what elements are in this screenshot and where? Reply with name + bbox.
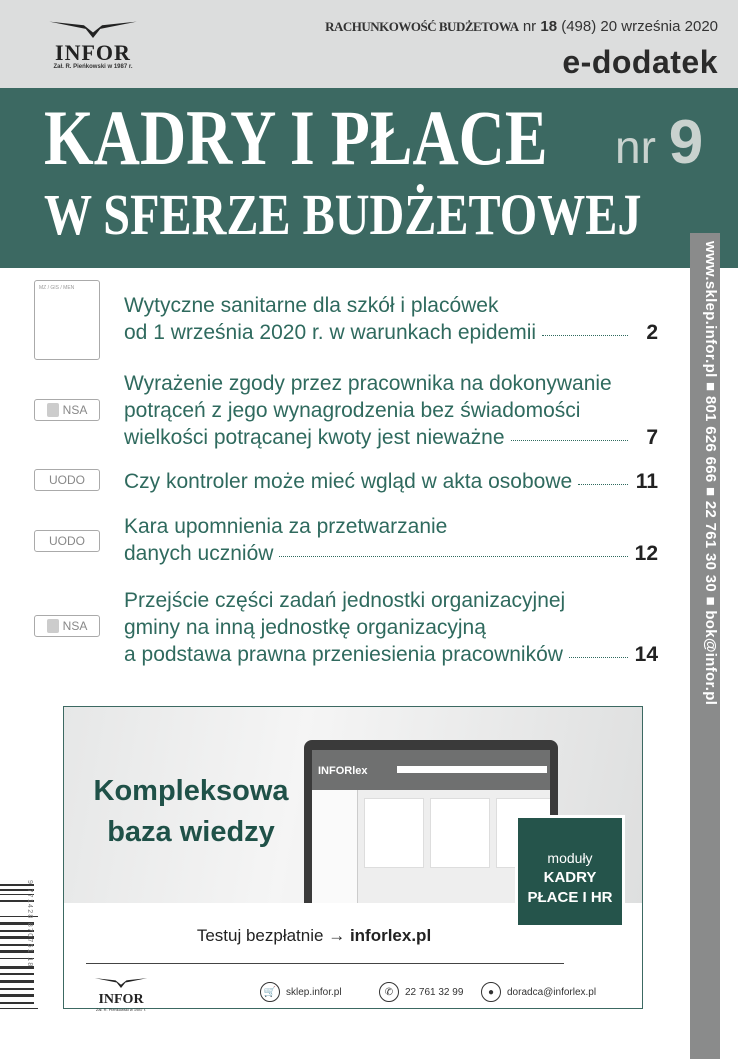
toc-entry[interactable]: Przejście części zadań jednostki organizacyjnej gminy na inną jednostkę organizacyjną a podstawa prawna przeniesienia pracowników 14 bbox=[124, 589, 658, 666]
page-number: 11 bbox=[635, 470, 658, 493]
infor-logo: INFOR Zał. R. Pieńkowski w 1987 r. bbox=[90, 975, 152, 1013]
title-line-1: KADRY I PŁACE bbox=[44, 94, 548, 181]
page-number: 7 bbox=[646, 426, 658, 449]
title-line-2: W SFERZE BUDŻETOWEJ bbox=[44, 182, 642, 247]
phone-contact[interactable]: ✆ 22 761 32 99 bbox=[379, 982, 463, 1002]
cta-link[interactable]: inforlex.pl bbox=[349, 926, 432, 945]
email-icon: ● bbox=[481, 982, 501, 1002]
source-badge-uodo: UODO bbox=[34, 469, 100, 491]
toc-entry[interactable]: Wytyczne sanitarne dla szkół i placówek od 1 września 2020 r. w warunkach epidemii 2 bbox=[124, 294, 658, 344]
eagle-emblem-icon bbox=[47, 403, 59, 417]
eagle-wings-icon bbox=[90, 976, 152, 988]
cart-icon: 🛒 bbox=[260, 982, 280, 1002]
issue-number: nr 9 bbox=[615, 108, 704, 177]
barcode bbox=[0, 880, 40, 1040]
phone-icon: ✆ bbox=[379, 982, 399, 1002]
shop-link[interactable]: 🛒 sklep.infor.pl bbox=[260, 982, 342, 1002]
divider bbox=[86, 963, 564, 964]
cta[interactable]: Testuj bezpłatnie → inforlex.pl bbox=[196, 926, 432, 945]
email-contact[interactable]: ● doradca@inforlex.pl bbox=[481, 982, 596, 1002]
toc-entry[interactable]: Czy kontroler może mieć wgląd w akta osobowe 11 bbox=[124, 470, 658, 493]
modules-box: moduły KADRY PŁACE I HR bbox=[515, 815, 625, 928]
toc-entry[interactable]: Kara upomnienia za przetwarzanie danych uczniów 12 bbox=[124, 515, 658, 565]
infor-logo: INFOR Zał. R. Pieńkowski w 1987 r. bbox=[38, 18, 148, 71]
laptop-screenshot: INFORlex bbox=[304, 740, 558, 903]
source-badge-uodo: UODO bbox=[34, 530, 100, 552]
source-badge-mz-gis-men: MZ / GIS / MEN bbox=[34, 280, 100, 360]
page-number: 12 bbox=[634, 542, 658, 565]
source-badge-nsa: NSA bbox=[34, 399, 100, 421]
page-number: 2 bbox=[646, 321, 658, 344]
inforlex-advert[interactable] bbox=[63, 706, 643, 1012]
eagle-emblem-icon bbox=[47, 619, 59, 633]
header bbox=[0, 0, 738, 88]
toc-entry[interactable]: Wyrażenie zgody przez pracownika na dokonywanie potrąceń z jego wynagrodzenia bez świadomości wielkości potrącanej kwoty jest nieważne 7 bbox=[124, 372, 658, 449]
source-badge-nsa: NSA bbox=[34, 615, 100, 637]
page-number: 14 bbox=[634, 643, 658, 666]
eagle-wings-icon bbox=[43, 18, 143, 38]
advert-headline: Kompleksowa baza wiedzy bbox=[93, 775, 289, 848]
contact-strip: www.sklep.infor.pl ■ 801 626 666 ■ 22 761 30 30 ■ bok@infor.pl bbox=[690, 233, 720, 1059]
issue-info: RACHUNKOWOŚĆ BUDŻETOWA nr 18 (498) 20 września 2020 bbox=[325, 18, 718, 35]
supplement-label: e-dodatek bbox=[562, 44, 718, 80]
barcode-digits: 9 771428 870751 18 bbox=[26, 880, 33, 968]
